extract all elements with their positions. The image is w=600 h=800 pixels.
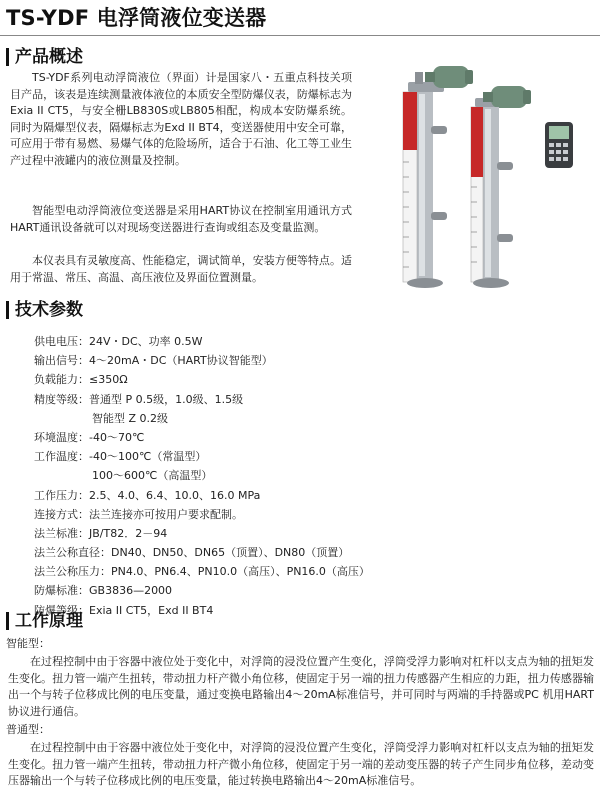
page-title: TS-YDF 电浮筒液位变送器 [6, 6, 267, 30]
overview-paragraph-2: 智能型电动浮筒液位变送器是采用HART协议在控制室用通讯方式HART通讯设备就可以对现场变送器进行查询或组态及变量监测。 [10, 204, 352, 234]
normal-type-text: 在过程控制中由于容器中液位处于变化中，对浮筒的浸没位置产生变化，浮筒受浮力影响对杠杆以支点为轴的扭矩发生变化。扭力管一端产生扭转，带动扭力杆产微小角位移，使固定于另一端的差动变压器的转子产生同步角位移，差动变压器输出一个与转子位移成比例的电压变量，能过转换电路输出4～20mA标准信号。 [8, 741, 594, 788]
spec-row: 法兰公称直径：DN40、DN50、DN65（顶置）、DN80（顶置） [34, 546, 350, 560]
overview-heading-text: 产品概述 [15, 47, 83, 67]
spec-row: 工作压力：2.5、4.0、6.4、10.0、16.0 MPa [34, 488, 261, 502]
spec-row: 输出信号：4～20mA・DC（HART协议智能型） [34, 354, 273, 368]
level-transmitter-right [471, 86, 531, 288]
spec-row: 防爆等级：Exia II CT5，Exd II BT4 [34, 603, 214, 617]
specs-heading [6, 299, 83, 321]
overview-paragraph-1: TS-YDF系列电动浮筒液位（界面）计是国家八・五重点科技关项目产品，该表是连续测量液体液位的本质安全型防爆仪表，防爆标志为Exia II CT5，与安全栅LB830S或LB805相配，构成本安防爆系统。同时为隔爆型仪表，隔爆标志为Exd II BT4，变送器使用中安全可靠，可应用于带有易燃、易爆气体的危险场所，适合于石油、化工等工业生产过程中液罐内的液位测量及控制。 [10, 71, 352, 167]
spec-row: 100～600℃（高温型） [92, 469, 213, 483]
product-photo [395, 62, 600, 292]
level-transmitter-left [403, 66, 473, 288]
specs-heading-text: 技术参数 [15, 300, 83, 320]
normal-type-label: 普通型： [6, 723, 50, 736]
principle-heading [6, 610, 83, 632]
smart-type-text: 在过程控制中由于容器中液位处于变化中，对浮筒的浸没位置产生变化，浮筒受浮力影响对杠杆以支点为轴的扭矩发生变化。扭力管一端产生扭转，带动扭力杆产微小角位移，使固定于另一端的扭力传感器产生相应的力距，扭力传感器输出一个与转子位移成比例的电压变量，通过变换电路输出4～20mA标准信号，并可同时与两端的手持器或PC 机用HART协议进行通信。 [8, 655, 594, 718]
spec-row: 精度等级：普通型 P 0.5级，1.0级、1.5级 [34, 392, 244, 406]
spec-row: 负载能力：≤350Ω [34, 373, 128, 387]
spec-row: 供电电压：24V・DC、功率 0.5W [34, 335, 203, 348]
spec-row: 连接方式：法兰连接亦可按用户要求配制。 [34, 507, 243, 521]
heading-bar [6, 612, 9, 630]
principle-heading-text: 工作原理 [15, 611, 83, 631]
spec-row: 法兰标准：JB/T82．2－94 [34, 526, 168, 540]
spec-row: 环境温度：-40～70℃ [34, 430, 145, 444]
heading-bar [6, 301, 9, 319]
spec-row: 智能型 Z 0.2级 [92, 411, 169, 425]
smart-type-label: 智能型： [6, 637, 50, 650]
spec-row: 防爆标准：GB3836—2000 [34, 584, 173, 598]
spec-row: 法兰公称压力：PN4.0、PN6.4、PN10.0（高压）、PN16.0（高压） [34, 565, 370, 579]
hart-handheld-communicator [545, 122, 573, 168]
heading-bar [6, 48, 9, 66]
specs-list [34, 332, 454, 620]
spec-row: 工作温度：-40～100℃（常温型） [34, 450, 207, 464]
title-divider [0, 35, 600, 36]
overview-heading [6, 46, 83, 68]
overview-paragraph-3: 本仪表具有灵敏度高、性能稳定，调试简单，安装方便等特点。适用于常温、常压、高温、高压液位及界面位置测量。 [10, 254, 352, 284]
